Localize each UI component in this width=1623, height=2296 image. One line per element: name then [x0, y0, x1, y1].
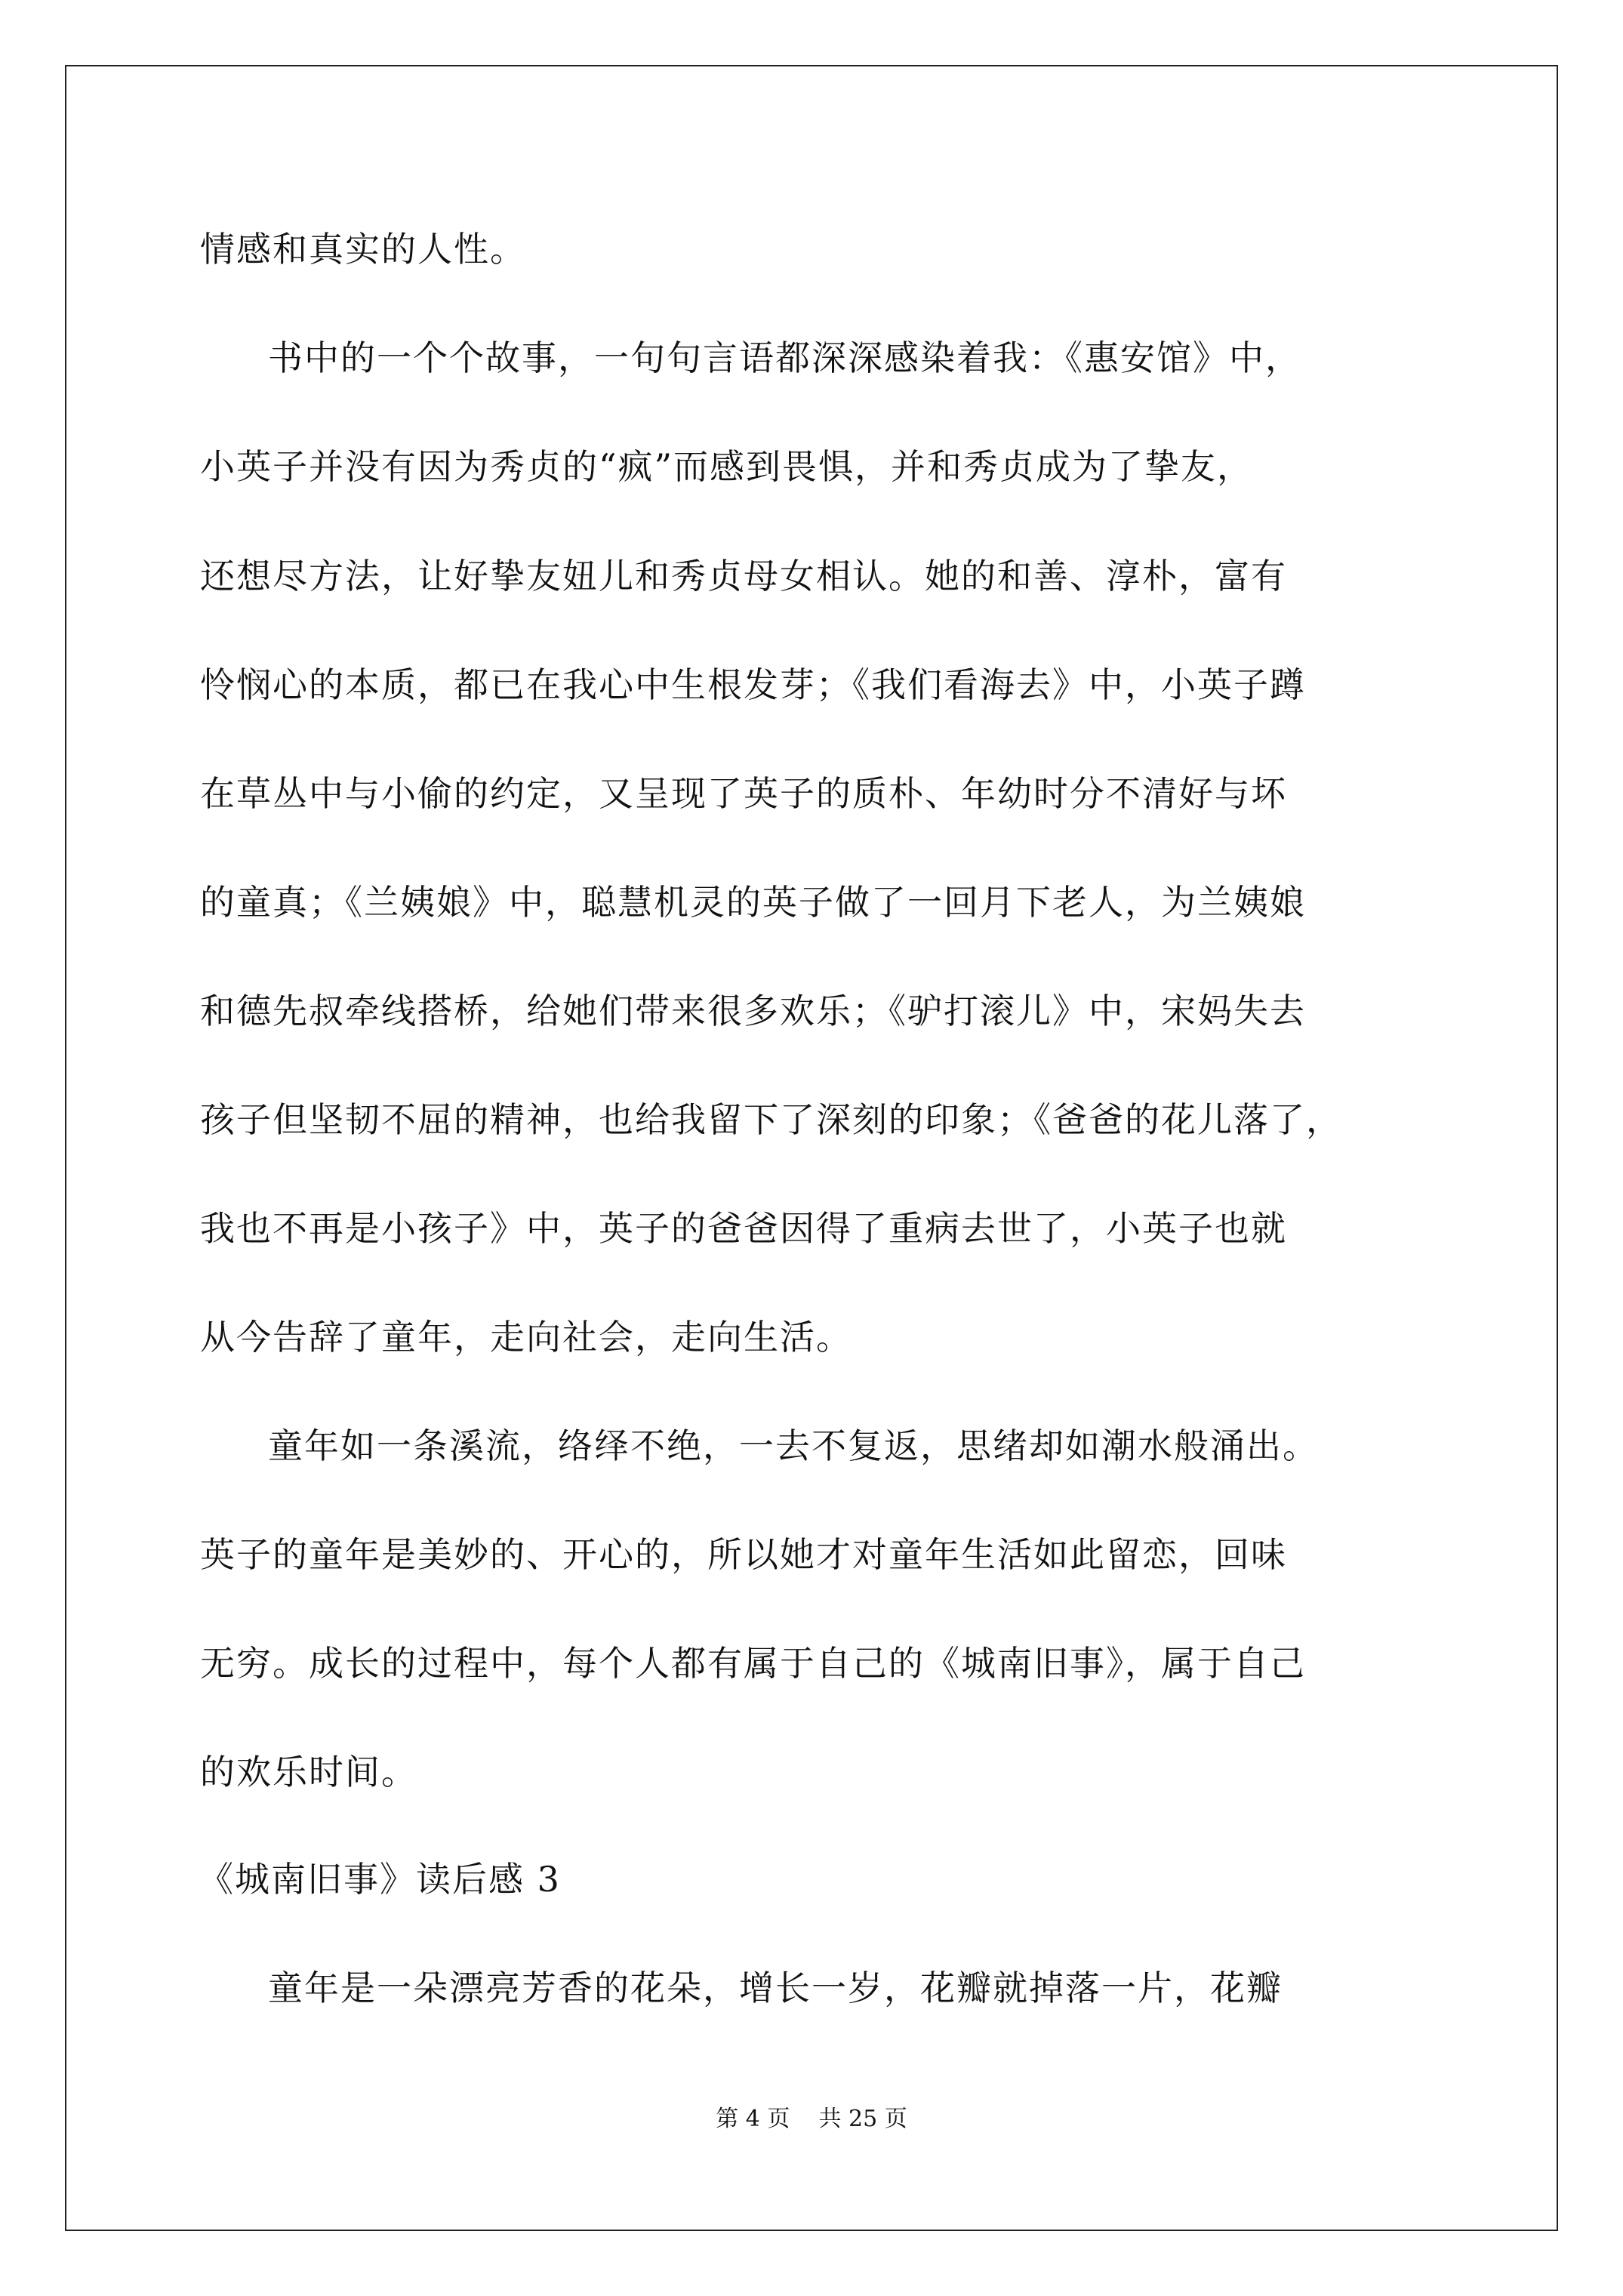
paragraph-start-line: 童年是一朵漂亮芳香的花朵，增长一岁，花瓣就掉落一片，花瓣	[268, 1968, 1283, 2008]
page-number-footer: 第 4 页 共 25 页	[716, 2106, 907, 2132]
text-line: 情感和真实的人性。	[200, 229, 526, 270]
text-line: 我也不再是小孩子》中，英子的爸爸因得了重病去世了，小英子也就	[200, 1208, 1287, 1249]
paragraph-start-line: 童年如一条溪流，络绎不绝，一去不复返，思绪却如潮水般涌出。	[268, 1425, 1319, 1466]
paragraph-start-line: 书中的一个个故事，一句句言语都深深感染着我：《惠安馆》中，	[268, 337, 1301, 378]
section-heading: 《城南旧事》读后感 3	[199, 1859, 561, 1900]
text-line: 孩子但坚韧不屈的精神，也给我留下了深刻的印象；《爸爸的花儿落了，	[200, 1099, 1342, 1140]
text-line: 和德先叔牵线搭桥，给她们带来很多欢乐；《驴打滚儿》中，宋妈失去	[200, 991, 1306, 1031]
text-line: 怜悯心的本质，都已在我心中生根发芽；《我们看海去》中，小英子蹲	[200, 664, 1306, 705]
text-line: 还想尽方法，让好挚友妞儿和秀贞母女相认。她的和善、淳朴，富有	[200, 556, 1287, 596]
text-line: 小英子并没有因为秀贞的“疯”而感到畏惧，并和秀贞成为了挚友，	[200, 446, 1254, 487]
text-line: 的童真；《兰姨娘》中，聪慧机灵的英子做了一回月下老人，为兰姨娘	[200, 882, 1306, 923]
text-line: 无穷。成长的过程中，每个人都有属于自己的《城南旧事》，属于自己	[200, 1643, 1306, 1684]
text-line: 从今告辞了童年，走向社会，走向生活。	[200, 1317, 852, 1358]
page-frame	[65, 65, 1558, 2231]
text-line: 的欢乐时间。	[200, 1752, 417, 1792]
text-line: 英子的童年是美妙的、开心的，所以她才对童年生活如此留恋，回味	[200, 1534, 1287, 1575]
text-line: 在草丛中与小偷的约定，又呈现了英子的质朴、年幼时分不清好与坏	[200, 773, 1287, 814]
